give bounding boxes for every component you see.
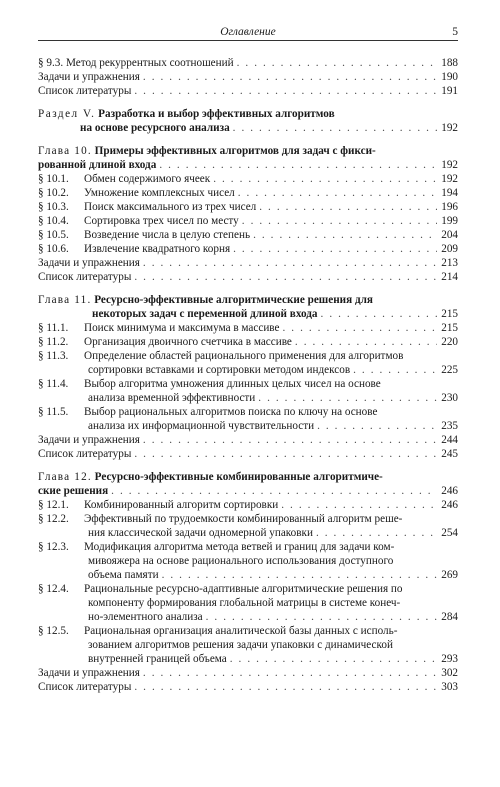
toc-entry[interactable]: § 10.5. Возведение числа в целую степень . . . 204 [38,228,458,242]
toc-entry[interactable]: Задачи и упражнения . . . 244 [38,433,458,447]
chapter-heading[interactable]: Глава 12. Ресурсно-эффективные комбинированные алгоритмиче- ские решения . . . 246 [38,470,458,498]
toc-entry[interactable]: Список литературы . . . 214 [38,270,458,284]
header-page-number: 5 [452,26,458,38]
toc-entry[interactable]: § 11.4. Выбор алгоритма умножения длинных целых чисел на основе анализа временной эффективности . . . 230 [38,377,458,405]
toc-entry[interactable]: § 9.3. Метод рекуррентных соотношений . . . 188 [38,56,458,70]
table-of-contents [38,56,458,694]
toc-entry[interactable]: § 11.1. Поиск минимума и максимума в массиве . . . 215 [38,321,458,335]
toc-entry[interactable]: § 10.6. Извлечение квадратного корня . . . 209 [38,242,458,256]
chapter-label: Глава 10. [38,145,92,157]
chapter-heading[interactable]: Глава 10. Примеры эффективных алгоритмов для задач с фикси- рованной длиной входа . . . 192 [38,144,458,172]
part-heading[interactable]: Раздел V. Разработка и выбор эффективных алгоритмов на основе ресурсного анализа . . . 192 [38,107,458,135]
toc-entry[interactable]: § 10.2. Умножение комплексных чисел . . . 194 [38,186,458,200]
toc-entry[interactable]: Задачи и упражнения . . . 302 [38,666,458,680]
toc-entry[interactable]: § 10.4. Сортировка трех чисел по месту . . . 199 [38,214,458,228]
part-label: Раздел V. [38,108,96,120]
running-header [38,26,458,41]
toc-entry[interactable]: § 11.2. Организация двоичного счетчика в массиве . . . 220 [38,335,458,349]
toc-entry[interactable]: § 10.1. Обмен содержимого ячеек . . . 192 [38,172,458,186]
toc-entry[interactable]: § 12.1. Комбинированный алгоритм сортировки . . . 246 [38,498,458,512]
toc-entry[interactable]: § 11.3. Определение областей рационального применения для алгоритмов сортировки вставками и сортировки методом индексов . . . 225 [38,349,458,377]
toc-entry[interactable]: § 11.5. Выбор рациональных алгоритмов поиска по ключу на основе анализа их информационной чувствительности . . . 235 [38,405,458,433]
part-title-line1: Разработка и выбор эффективных алгоритмов [98,108,335,120]
toc-entry[interactable]: § 12.3. Модификация алгоритма метода ветвей и границ для задачи ком- мивояжера на основе рационального использования доступного объема памяти . . . 269 [38,540,458,582]
toc-entry[interactable]: Задачи и упражнения . . . 213 [38,256,458,270]
header-title: Оглавление [220,26,276,38]
toc-entry[interactable]: § 12.5. Рациональная организация аналитической базы данных с исполь- зованием алгоритмов решения задачи упаковки с динамической внутренней границей объема . . . 293 [38,624,458,666]
chapter-label: Глава 11. [38,294,92,306]
chapter-heading[interactable]: Глава 11. Ресурсно-эффективные алгоритмические решения для некоторых задач с переменной длиной входа . . . 215 [38,293,458,321]
toc-entry[interactable]: § 10.3. Поиск максимального из трех чисел . . . 196 [38,200,458,214]
toc-entry[interactable]: § 12.4. Рациональные ресурсно-адаптивные алгоритмические решения по компоненту формирования глобальной матрицы в системе конеч- но-элементного анализа . . . 284 [38,582,458,624]
toc-entry[interactable]: § 12.2. Эффективный по трудоемкости комбинированный алгоритм реше- ния классической задачи одномерной упаковки . . . 254 [38,512,458,540]
part-title-line2: на основе ресурсного анализа [80,122,230,134]
toc-entry[interactable]: Список литературы . . . 191 [38,84,458,98]
chapter-label: Глава 12. [38,471,92,483]
toc-entry[interactable]: Список литературы . . . 245 [38,447,458,461]
toc-entry[interactable]: Задачи и упражнения . . . 190 [38,70,458,84]
toc-entry[interactable]: Список литературы . . . 303 [38,680,458,694]
